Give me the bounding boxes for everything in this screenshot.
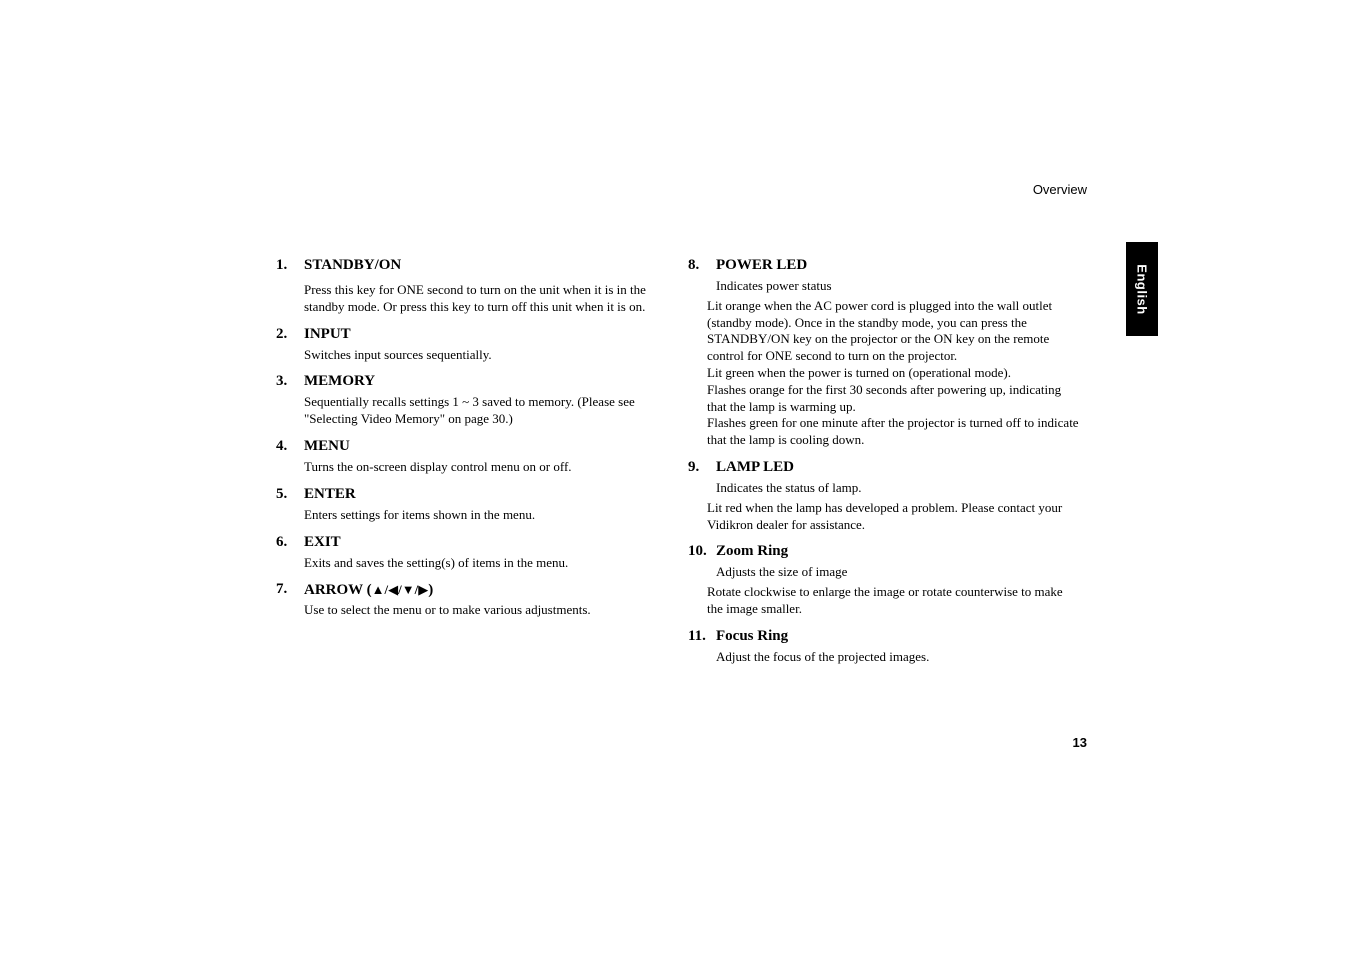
item-number: 3. [276,373,288,390]
item-title: STANDBY/ON [304,257,402,273]
item-number: 4. [276,437,288,454]
page-number: 13 [1072,735,1087,750]
item-number: 5. [276,485,288,502]
item-number: 11. [688,627,706,644]
item-title: MENU [304,437,350,454]
item-title [304,580,433,599]
list-item-focus-ring [688,627,1080,666]
item-title: EXIT [304,533,341,550]
item-subtitle: Adjusts the size of image [716,564,848,580]
item-description: Lit orange when the AC power cord is plugged into the wall outlet (standby mode). Once in the standby mode, you can press the STANDBY/ON key on the projector or the ON key on the remote control for ONE second to turn on the projector. [707,297,1053,364]
item-description: Switches input sources sequentially. [304,346,492,362]
left-column [276,256,668,619]
item-title: POWER LED [716,257,808,273]
item-title-prefix: ARROW ( [304,582,372,599]
item-title: Focus Ring [716,627,789,644]
item-description: Turns the on-screen display control menu on or off. [304,458,572,474]
item-number: 10. [688,543,707,560]
item-description: Enters settings for items shown in the menu. [304,506,536,522]
list-item-menu [276,437,668,476]
item-description: Exits and saves the setting(s) of items in the menu. [304,554,569,570]
item-subtitle: Indicates power status [716,278,832,293]
item-number: 7. [276,581,288,598]
right-column [688,256,1080,669]
item-title: MEMORY [304,373,376,390]
item-description: Sequentially recalls settings 1 ~ 3 saved to memory. (Please see "Selecting Video Memory" on page 30.) [304,394,635,427]
item-title: LAMP LED [716,458,794,475]
list-item-memory [276,372,668,428]
item-title-suffix: ) [428,582,434,599]
language-tab-label: English [1134,263,1150,315]
item-description: Rotate clockwise to enlarge the image or rotate counterwise to make the image smaller. [707,584,1063,616]
item-subtitle: Indicates the status of lamp. [716,479,862,495]
item-description: Lit red when the lamp has developed a problem. Please contact your Vidikron dealer for assistance. [707,499,1063,532]
item-description: Flashes green for one minute after the projector is turned off to indicate that the lamp is cooling down. [707,415,1079,448]
list-item-input [276,325,668,364]
arrow-keys-icon: ▲/◀/▼/▶ [371,582,429,598]
item-title: INPUT [304,325,351,342]
item-description: Use to select the menu or to make various adjustments. [304,602,591,618]
item-description: Lit green when the power is turned on (operational mode). [707,364,1011,380]
list-item-standby [276,256,668,316]
language-tab [1126,242,1158,336]
list-item-power-led [688,256,1080,449]
item-description: Press this key for ONE second to turn on the unit when it is in the standby mode. Or press this key to turn off this unit when it is on. [304,282,646,314]
item-number: 1. [276,257,288,273]
item-title: Zoom Ring [716,543,789,560]
item-number: 6. [276,533,288,550]
item-subtitle: Adjust the focus of the projected images. [716,648,930,664]
item-number: 8. [688,257,700,273]
item-description: Flashes orange for the first 30 seconds after powering up, indicating that the lamp is warming up. [707,381,1062,414]
list-item-enter [276,485,668,524]
page-section-title: Overview [1032,182,1087,197]
item-title: ENTER [304,485,356,502]
list-item-lamp-led [688,458,1080,533]
list-item-exit [276,533,668,572]
list-item-arrow [276,580,668,619]
item-number: 9. [688,458,700,475]
item-number: 2. [276,325,288,342]
list-item-zoom-ring [688,542,1080,617]
